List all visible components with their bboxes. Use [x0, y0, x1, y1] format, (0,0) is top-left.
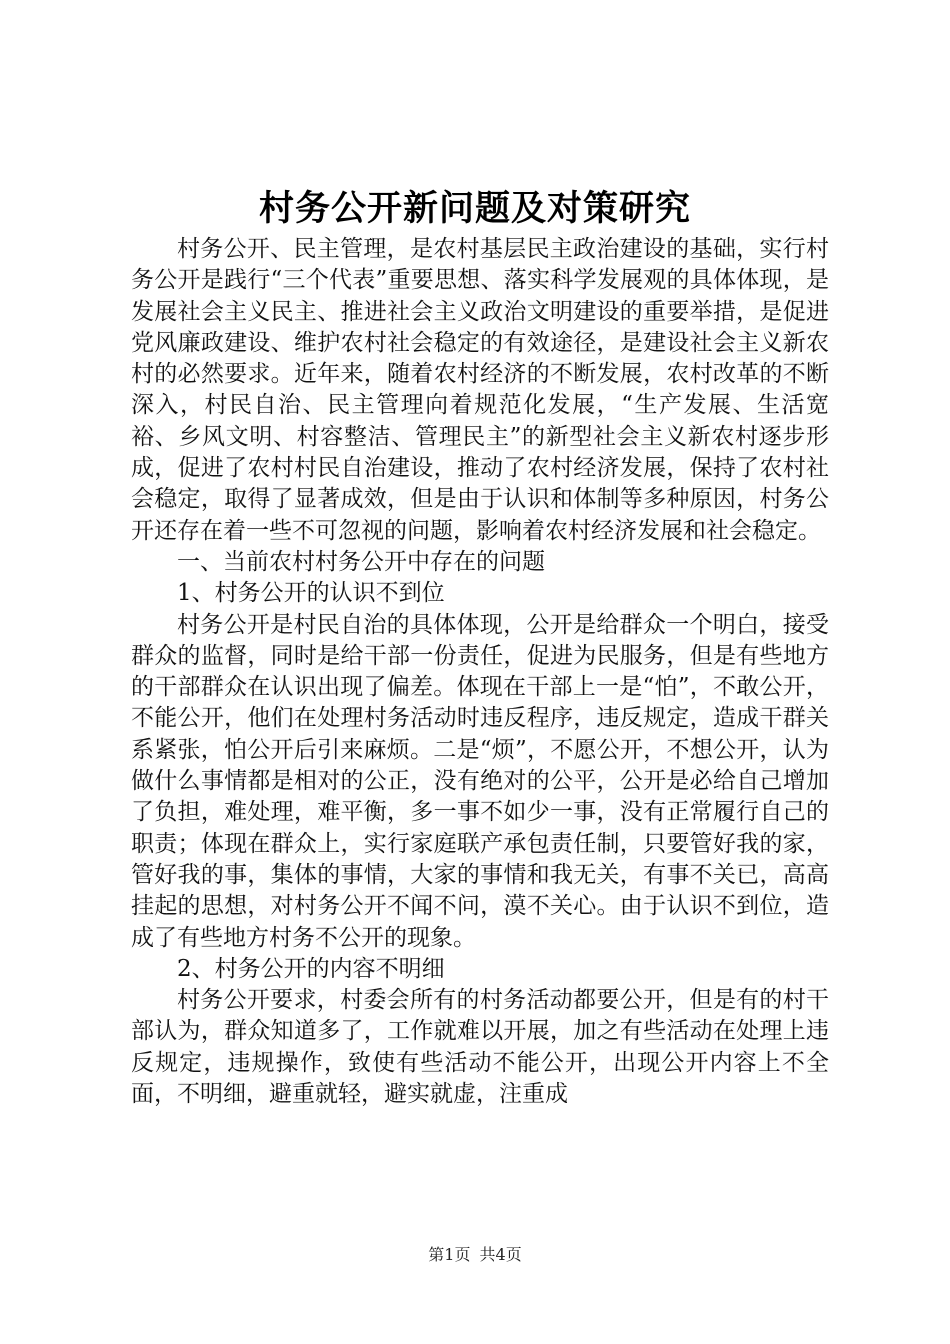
- subheading-awareness: 1、村务公开的认识不到位: [177, 580, 445, 607]
- document-body: [131, 234, 829, 1110]
- paragraph-intro: 村务公开、民主管理，是农村基层民主政治建设的基础，实行村务公开是践行“三个代表”重要思想、落实科学发展观的具体体现，是发展社会主义民主、推进社会主义政治文明建设的重要举措，是促进党风廉政建设、维护农村社会稳定的有效途径，是建设社会主义新农村的必然要求。近年来，随着农村经济的不断发展，农村改革的不断深入，村民自治、民主管理向着规范化发展，“生产发展、生活宽裕、乡风文明、村容整洁、管理民主”的新型社会主义新农村逐步形成，促进了农村村民自治建设，推动了农村经济发展，保持了农村社会稳定，取得了显著成效，但是由于认识和体制等多种原因，村务公开还存在着一些不可忽视的问题，影响着农村经济发展和社会稳定。: [131, 236, 829, 544]
- section-heading-problems: 一、当前农村村务公开中存在的问题: [177, 548, 545, 575]
- page-total: 共4页: [479, 1245, 522, 1264]
- page-number: 第1页: [428, 1245, 471, 1264]
- page-footer: [0, 1244, 950, 1266]
- paragraph-content: 村务公开要求，村委会所有的村务活动都要公开，但是有的村干部认为，群众知道多了，工作就难以开展，加之有些活动在处理上违反规定，违规操作，致使有些活动不能公开，出现公开内容上不全面，不明细，避重就轻，避实就虚，注重成: [131, 987, 829, 1108]
- paragraph-awareness: 村务公开是村民自治的具体体现，公开是给群众一个明白，接受群众的监督，同时是给干部一份责任，促进为民服务，但是有些地方的干部群众在认识出现了偏差。体现在干部上一是“怕”，不敢公开，不能公开，他们在处理村务活动时违反程序，违反规定，造成干群关系紧张，怕公开后引来麻烦。二是“烦”，不愿公开，不想公开，认为做什么事情都是相对的公正，没有绝对的公平，公开是必给自己增加了负担，难处理，难平衡，多一事不如少一事，没有正常履行自己的职责；体现在群众上，实行家庭联产承包责任制，只要管好我的家，管好我的事，集体的事情，大家的事情和我无关，有事不关已，高高挂起的思想，对村务公开不闻不问，漠不关心。由于认识不到位，造成了有些地方村务不公开的现象。: [131, 611, 829, 951]
- document-title: 村务公开新问题及对策研究: [258, 189, 691, 229]
- subheading-content: 2、村务公开的内容不明细: [177, 955, 445, 982]
